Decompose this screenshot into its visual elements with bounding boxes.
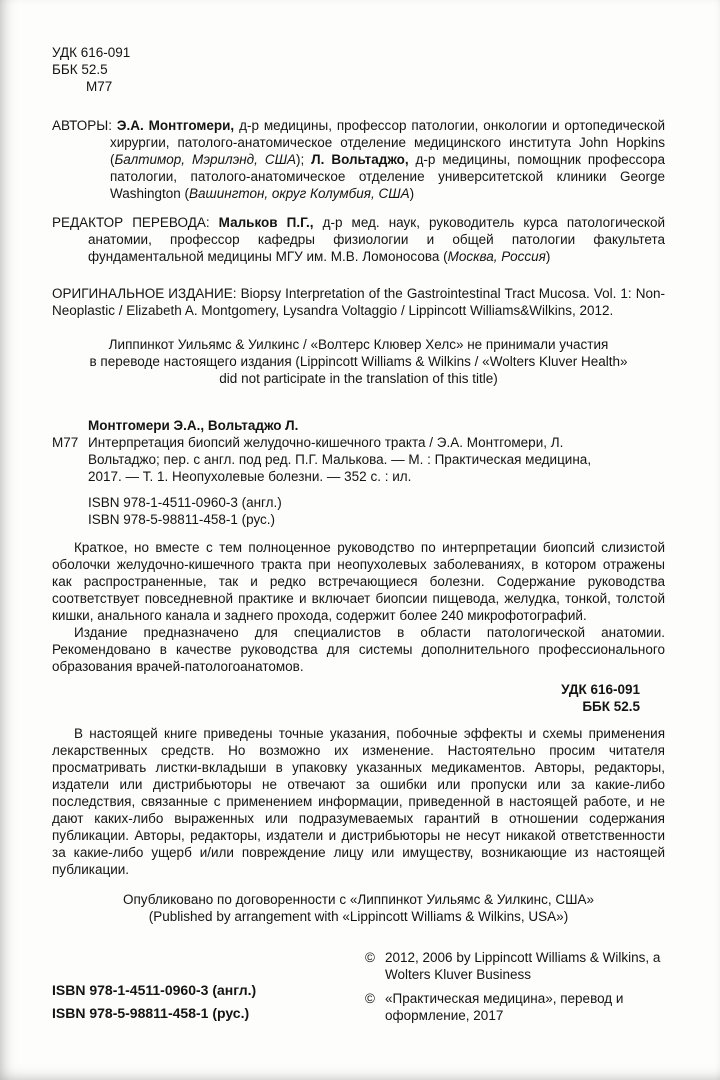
author-2-description: д-р медицины, помощник профессора патологии, патолого-анатомическое отделение университетской клиники George Washington ( <box>110 152 665 201</box>
isbn-english: ISBN 978-1-4511-0960-3 (англ.) <box>88 495 282 510</box>
annotation-block <box>52 539 665 675</box>
authors-label: АВТОРЫ: <box>52 118 117 133</box>
copyright-entry-original <box>365 949 665 983</box>
udk-top: УДК 616-091 <box>52 45 131 60</box>
original-edition-label: ОРИГИНАЛЬНОЕ ИЗДАНИЕ: <box>52 286 241 301</box>
authors-paragraph <box>52 117 665 202</box>
authors-close-paren: ) <box>409 186 415 201</box>
classification-block-top <box>52 44 665 95</box>
arrangement-note-line-1: Опубликовано по договоренности с «Липпинкот Уильямс & Уилкинс, США» <box>122 892 595 907</box>
copyright-text-translation: «Практическая медицина», перевод и оформление, 2017 <box>385 991 624 1023</box>
drug-disclaimer-paragraph: В настоящей книге приведены точные указания, побочные эффекты и схемы применения лекарственных средств. Но возможно их изменение. Настоятельно просим читателя просматривать листки-вкладыши в упаковку указанных медикаментов. Авторы, редакторы, издатели или дистрибьюторы не отвечают за ошибки или пропуски или за какие-либо последствия, связанные с применением информации, приведенной в настоящей работе, и не дают каких-либо выраженных или подразумеваемых гарантий в отношении содержания публикации. Авторы, редакторы, издатели и дистрибьюторы не несут никакой ответственности за какие-либо ущерб и/или повреждение лицу или имуществу, возникающие из настоящей публикации. <box>52 726 665 877</box>
author-1-location: Балтимор, Мэрилэнд, США <box>114 152 296 167</box>
bbk-top: ББК 52.5 <box>52 62 108 77</box>
bottom-section <box>52 949 665 1031</box>
isbn-footer-russian: ISBN 978-5-98811-458-1 (рус.) <box>52 1005 250 1021</box>
annotation-paragraph-1: Краткое, но вместе с тем полноценное руководство по интерпретации биопсий слизистой оболочки желудочно-кишечного тракта при неопухолевых заболеваниях, в котором отражены как распространенные, так и редко встречающиеся болезни. Содержание руководства соответствует повседневной практике и включает биопсии пищевода, желудка, тонкой, толстой кишки, анального канала и заднего прохода, содержит более 240 микрофотографий. <box>52 540 665 623</box>
translation-disclaimer-line-3: did not participate in the translation of this title) <box>219 371 498 386</box>
catalog-code: М77 <box>52 435 79 450</box>
catalog-isbn-block <box>88 494 665 528</box>
isbn-footer-english: ISBN 978-1-4511-0960-3 (англ.) <box>52 982 257 998</box>
classification-block-right <box>52 681 640 715</box>
catalog-code-top: М77 <box>86 79 113 94</box>
catalog-card <box>52 434 665 485</box>
copyright-symbol: © <box>365 991 375 1006</box>
arrangement-note <box>52 891 665 925</box>
editor-location: Москва, Россия <box>447 249 546 264</box>
copyright-text-original: 2012, 2006 by Lippincott Williams & Wilkins, a Wolters Kluver Business <box>385 950 661 982</box>
editor-close-paren: ) <box>545 249 551 264</box>
editor-description: д-р мед. наук, руководитель курса патологической анатомии, профессор кафедры физиологии и общей патологии факультета фундаментальной медицины МГУ им. М.В. Ломоносова ( <box>88 215 666 264</box>
arrangement-note-line-2: (Published by arrangement with «Lippincott Williams & Wilkins, USA») <box>148 909 569 924</box>
author-1-name: Э.А. Монтгомери, <box>116 118 235 133</box>
copyright-entry-translation <box>365 990 665 1024</box>
udk-right: УДК 616-091 <box>561 682 640 697</box>
author-1-description: д-р медицины, профессор патологии, онкологии и ортопедической хирургии, патолого-анатомическое отделение медицинского института John Hopkins ( <box>110 118 666 167</box>
copyright-symbol: © <box>365 950 375 965</box>
bbk-right: ББК 52.5 <box>582 699 640 714</box>
author-2-location: Вашингтон, округ Колумбия, США <box>189 186 410 201</box>
copyright-block <box>365 949 665 1031</box>
editor-name: Мальков П.Г., <box>218 215 314 230</box>
translation-disclaimer-line-1: Липпинкот Уильямс & Уилкинс / «Волтерс Клювер Хелс» не принимали участия <box>108 337 609 352</box>
authors-separator: ); <box>296 152 312 167</box>
isbn-footer-block <box>52 979 256 1025</box>
catalog-card-authors: Монтгомери Э.А., Вольтаджо Л. <box>88 418 299 433</box>
translation-disclaimer-line-2: в переводе настоящего издания (Lippincott Williams & Wilkins / «Wolters Kluver Health» <box>89 354 628 369</box>
annotation-paragraph-2: Издание предназначено для специалистов в области патологической анатомии. Рекомендовано в качестве руководства для системы дополнительного профессионального образования врачей-патологоанатомов. <box>52 625 665 674</box>
editor-label: РЕДАКТОР ПЕРЕВОДА: <box>52 215 219 230</box>
original-edition-text: Biopsy Interpretation of the Gastrointestinal Tract Mucosa. Vol. 1: Non-Neoplastic / Elizabeth A. Montgomery, Lysandra Voltaggio / Lippincott Williams&Wilkins, 2012. <box>52 286 665 318</box>
author-2-name: Л. Вольтаджо, <box>311 152 409 167</box>
original-edition-paragraph <box>52 285 665 319</box>
isbn-russian: ISBN 978-5-98811-458-1 (рус.) <box>88 512 276 527</box>
translation-editor-paragraph <box>52 214 665 265</box>
catalog-entry: Интерпретация биопсий желудочно-кишечного тракта / Э.А. Монтгомери, Л. Вольтаджо; пер. с англ. под ред. П.Г. Малькова. — М. : Практическая медицина, 2017. — Т. 1. Неопухолевые болезни. — 352 с. : ил. <box>88 435 592 484</box>
translation-disclaimer <box>52 336 665 387</box>
